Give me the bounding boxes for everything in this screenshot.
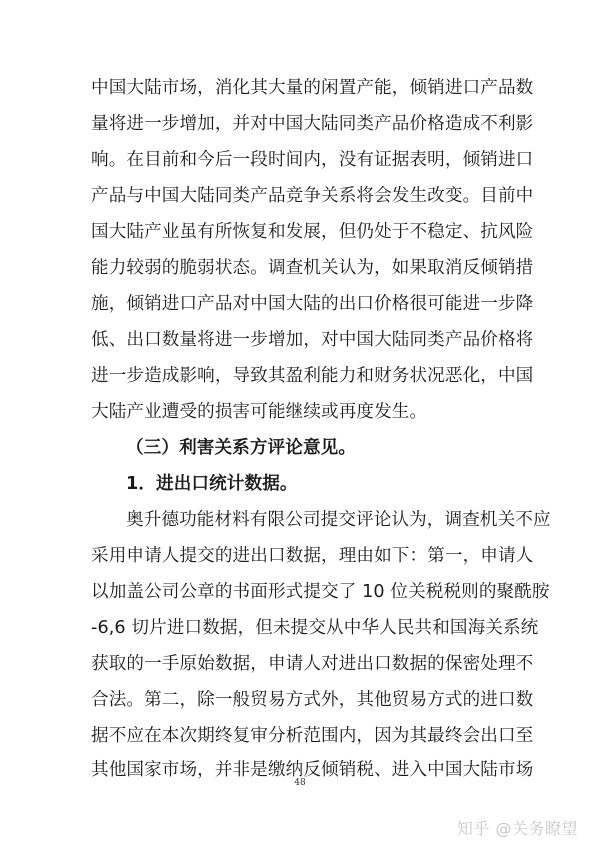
body-text-line: 合法。第二，除一般贸易方式外，其他贸易方式的进口数 <box>91 690 534 710</box>
body-text-line: 响。在目前和今后一段时间内，没有证据表明，倾销进口 <box>91 150 534 170</box>
body-text-line: 产品与中国大陆同类产品竞争关系将会发生改变。目前中 <box>91 186 534 206</box>
body-text-line: 大陆产业遭受的损害可能继续或再度发生。 <box>91 402 428 422</box>
body-text-line: 获取的一手原始数据，申请人对进出口数据的保密处理不 <box>91 654 534 674</box>
body-text-line: 采用申请人提交的进出口数据，理由如下：第一，申请人 <box>91 546 534 566</box>
section-heading: （三）利害关系方评论意见。 <box>126 438 357 458</box>
watermark: 知乎 @关务瞭望 <box>456 819 578 838</box>
body-text-line: 施，倾销进口产品对中国大陆的出口价格很可能进一步降 <box>91 294 534 314</box>
body-text-line: 量将进一步增加，并对中国大陆同类产品价格造成不利影 <box>91 114 534 134</box>
body-text-line: -6,6 切片进口数据，但未提交从中华人民共和国海关系统 <box>91 618 539 638</box>
subsection-heading: 1．进出口统计数据。 <box>126 474 298 494</box>
body-text-line: 能力较弱的脆弱状态。调查机关认为，如果取消反倾销措 <box>91 258 534 278</box>
body-text-line: 其他国家市场，并非是缴纳反倾销税、进入中国大陆市场 <box>91 760 534 780</box>
body-text-line: 低、出口数量将进一步增加，对中国大陆同类产品价格将 <box>91 330 534 350</box>
body-text-line: 据不应在本次期终复审分析范围内，因为其最终会出口至 <box>91 726 534 746</box>
body-text-line: 以加盖公司公章的书面形式提交了 10 位关税税则的聚酰胺 <box>91 582 550 602</box>
page-number: 48 <box>294 778 306 788</box>
body-text-line: 国大陆产业虽有所恢复和发展，但仍处于不稳定、抗风险 <box>91 222 534 242</box>
body-text-line: 奥升德功能材料有限公司提交评论认为，调查机关不应 <box>126 510 551 530</box>
body-text-line: 中国大陆市场，消化其大量的闲置产能，倾销进口产品数 <box>91 78 534 98</box>
body-text-line: 进一步造成影响，导致其盈利能力和财务状况恶化，中国 <box>91 366 534 386</box>
